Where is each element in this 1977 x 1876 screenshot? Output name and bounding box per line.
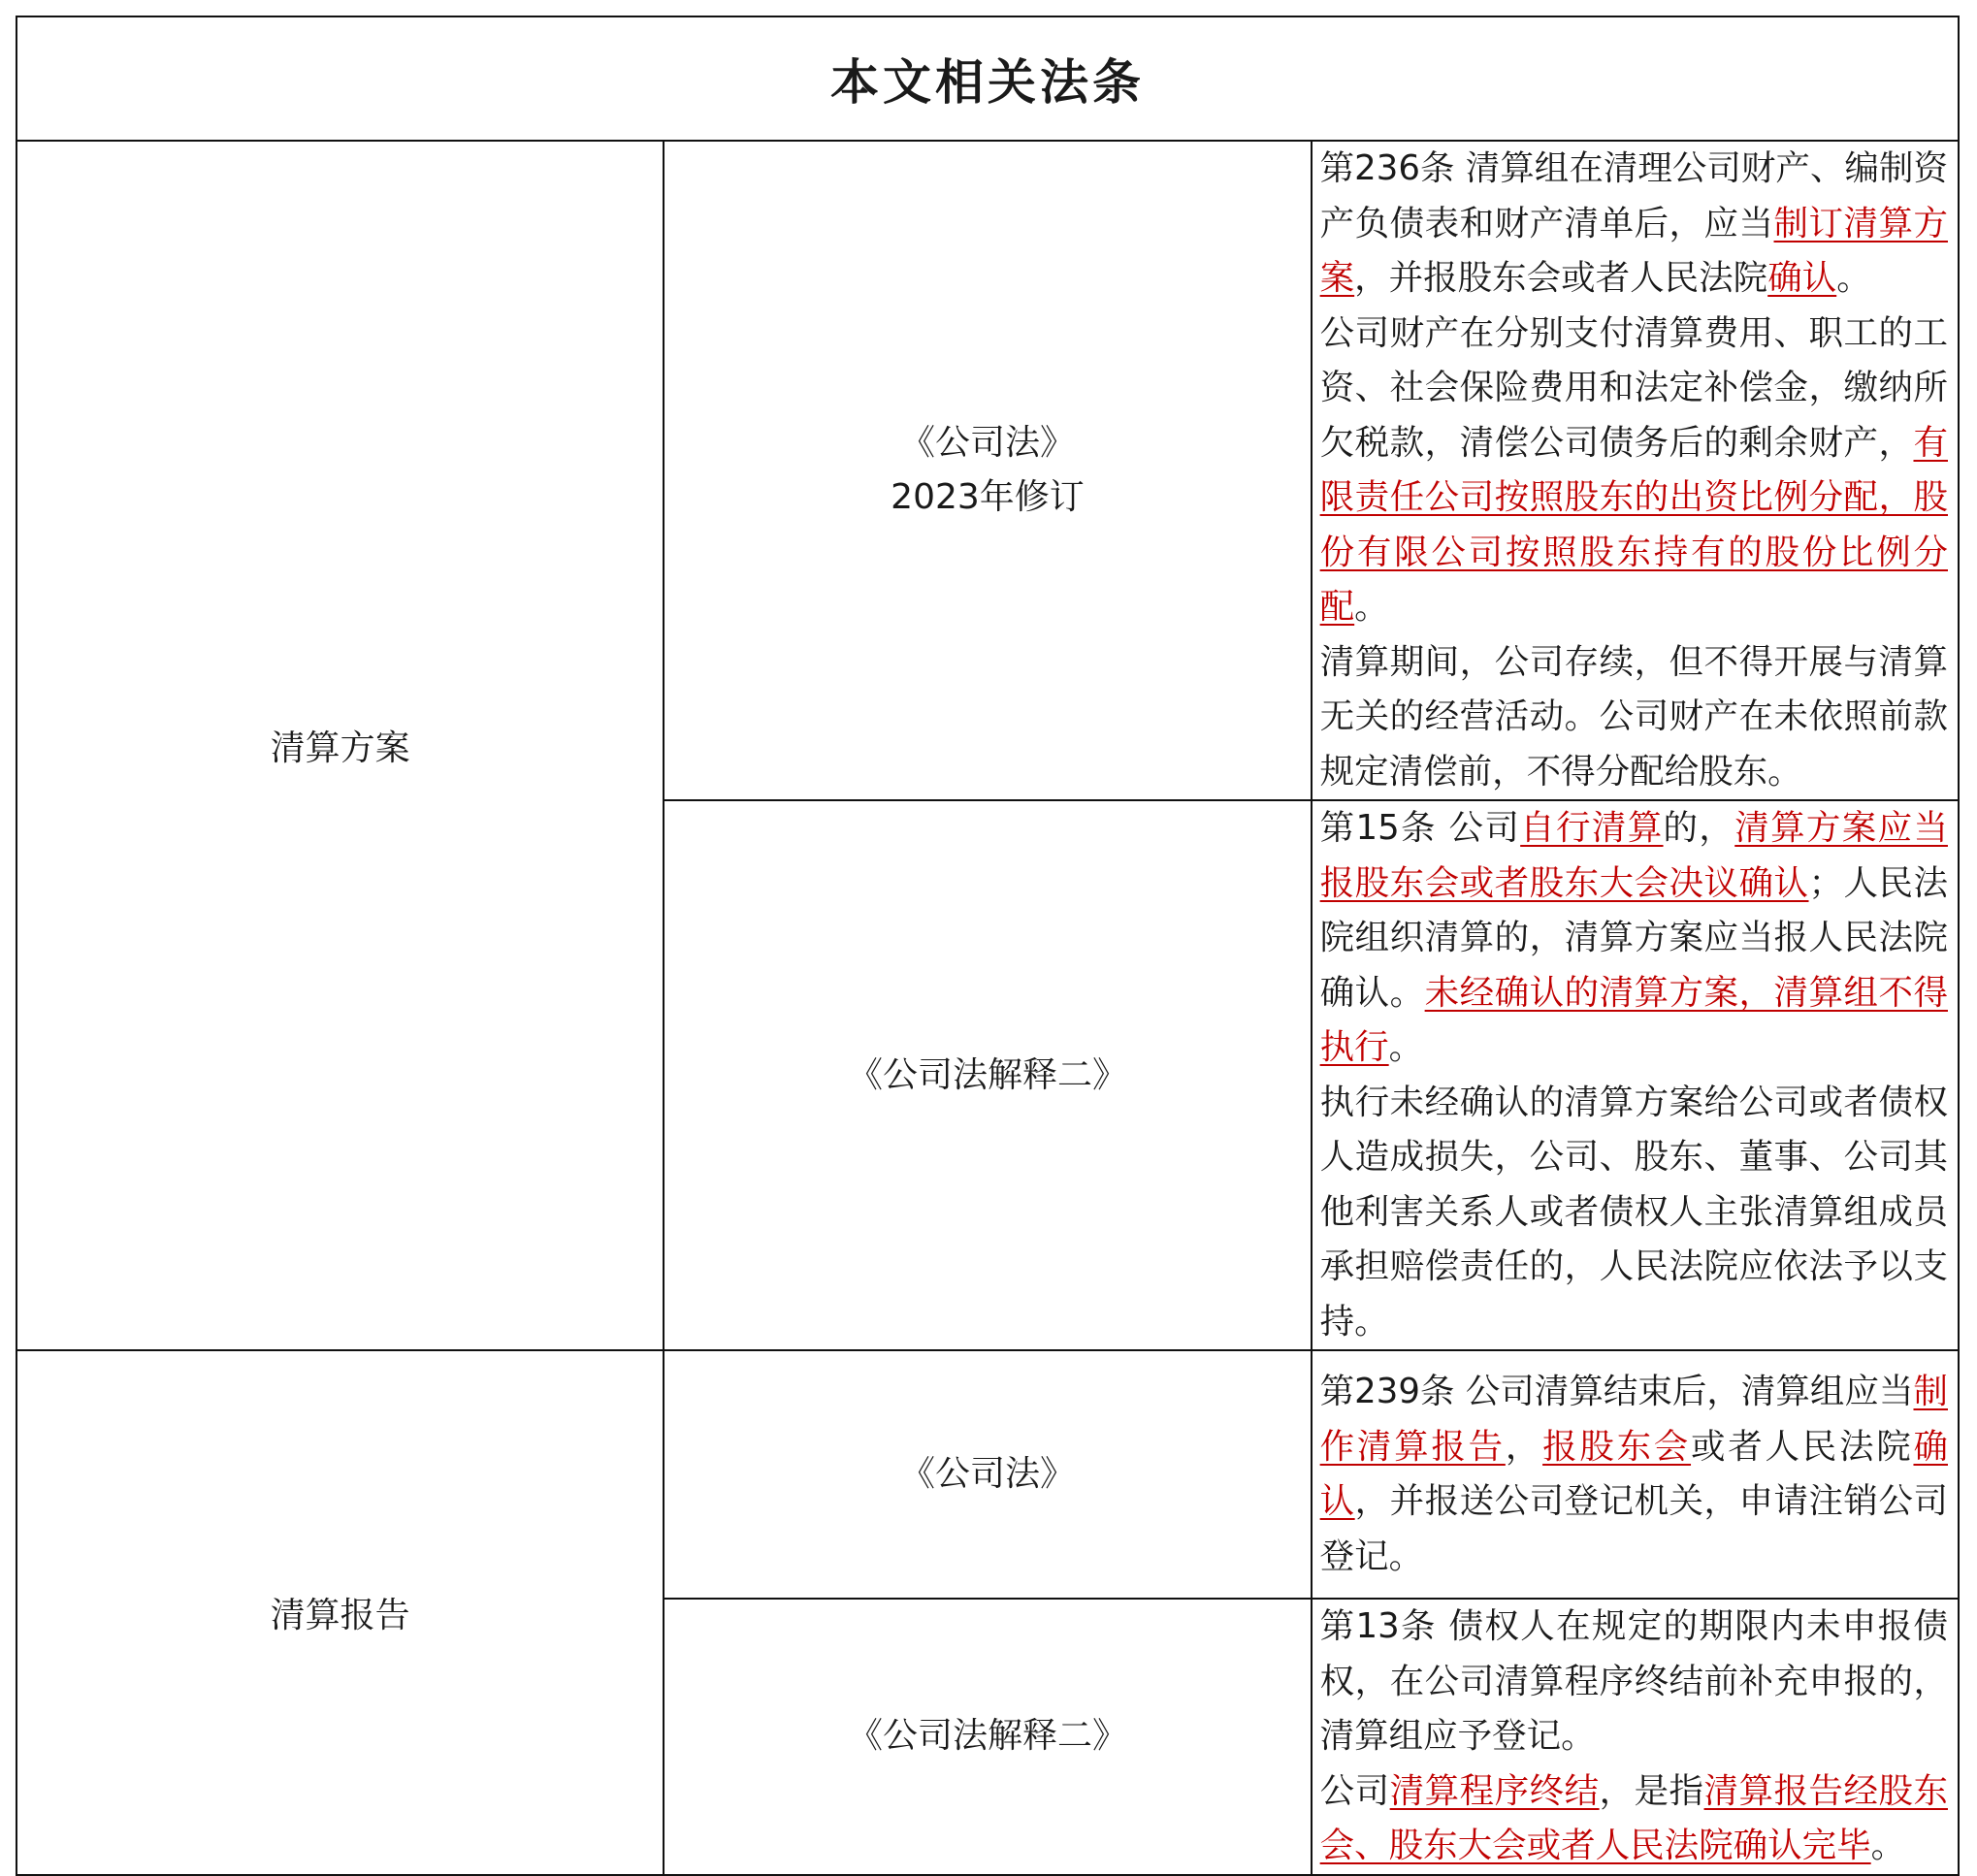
plain-text: 第15条 公司 bbox=[1319, 808, 1521, 848]
plain-text: 的， bbox=[1663, 808, 1735, 848]
plain-text: 执行未经确认的清算方案给公司或者债权人造成损失，公司、股东、董事、公司其他利害关系人或者债权人主张清算组成员承担赔偿责任的，人民法院应依法予以支持。 bbox=[1319, 1082, 1948, 1342]
highlighted-text: 清算方案应当报股东会或者股东大会决议确认 bbox=[1319, 808, 1948, 903]
plain-text: ；人民法院组织清算的，清算方案应当报人民法院确认。 bbox=[1319, 862, 1948, 1013]
law-source-line: 2023年修订 bbox=[891, 477, 1085, 517]
highlighted-text: 未经确认的清算方案，清算组不得执行 bbox=[1319, 972, 1948, 1067]
table-row bbox=[16, 1350, 1959, 1599]
highlighted-text: 确认 bbox=[1767, 258, 1837, 298]
plain-text: 公司 bbox=[1319, 1770, 1390, 1811]
plain-text: 。 bbox=[1870, 1826, 1906, 1865]
table-title: 本文相关法条 bbox=[16, 16, 1959, 141]
article-text-cell bbox=[1312, 800, 1959, 1350]
highlighted-text: 制作清算报告 bbox=[1319, 1372, 1948, 1467]
article-paragraph bbox=[1320, 307, 1948, 635]
article-paragraph bbox=[1320, 142, 1948, 307]
law-source-cell bbox=[664, 1350, 1311, 1599]
law-source-line: 《公司法》 bbox=[899, 1454, 1075, 1494]
plain-text: 公司财产在分别支付清算费用、职工的工资、社会保险费用和法定补偿金，缴纳所欠税款，清偿公司债务后的剩余财产， bbox=[1319, 312, 1948, 463]
plain-text: 或者人民法院 bbox=[1691, 1426, 1914, 1467]
category-cell: 清算方案 bbox=[16, 141, 664, 1350]
highlighted-text: 制订清算方案 bbox=[1319, 203, 1948, 298]
article-paragraph bbox=[1320, 1764, 1948, 1874]
highlighted-text: 确认 bbox=[1319, 1426, 1948, 1521]
law-source-cell bbox=[664, 141, 1311, 800]
law-source-line: 《公司法》 bbox=[899, 423, 1075, 463]
category-cell: 清算报告 bbox=[16, 1350, 664, 1875]
article-paragraph bbox=[1320, 635, 1948, 800]
article-text-cell bbox=[1312, 141, 1959, 800]
highlighted-text: 清算程序终结 bbox=[1389, 1770, 1600, 1811]
article-paragraph bbox=[1320, 801, 1948, 1076]
table-row bbox=[16, 141, 1959, 800]
plain-text: 。 bbox=[1354, 587, 1389, 627]
law-source-line: 《公司法解释二》 bbox=[847, 1716, 1127, 1757]
plain-text: ，并报股东会或者人民法院 bbox=[1354, 258, 1768, 298]
article-text-cell bbox=[1312, 1350, 1959, 1599]
highlighted-text: 有限责任公司按照股东的出资比例分配，股份有限公司按照股东持有的股份比例分配 bbox=[1319, 422, 1948, 627]
law-source-cell bbox=[664, 1599, 1311, 1875]
highlighted-text: 清算报告经股东会、股东大会或者人民法院确认完毕 bbox=[1319, 1770, 1948, 1865]
article-paragraph bbox=[1320, 1600, 1948, 1764]
highlighted-text: 报股东会 bbox=[1542, 1426, 1692, 1467]
plain-text: 第239条 公司清算结束后，清算组应当 bbox=[1319, 1372, 1914, 1411]
plain-text: 。 bbox=[1388, 1027, 1424, 1067]
plain-text: ，是指 bbox=[1599, 1770, 1704, 1811]
highlighted-text: 自行清算 bbox=[1520, 808, 1664, 848]
plain-text: 清算期间，公司存续，但不得开展与清算无关的经营活动。公司财产在未依照前款规定清偿前，不得分配给股东。 bbox=[1319, 641, 1948, 792]
law-source-cell bbox=[664, 800, 1311, 1350]
plain-text: ，并报送公司登记机关，申请注销公司登记。 bbox=[1319, 1481, 1948, 1576]
article-paragraph bbox=[1320, 1365, 1948, 1584]
plain-text: 第236条 清算组在清理公司财产、编制资产负债表和财产清单后，应当 bbox=[1319, 148, 1948, 243]
law-source-line: 《公司法解释二》 bbox=[847, 1054, 1127, 1095]
plain-text: 。 bbox=[1836, 258, 1871, 298]
article-paragraph bbox=[1320, 1076, 1948, 1350]
article-text-cell bbox=[1312, 1599, 1959, 1875]
plain-text: 第13条 债权人在规定的期限内未申报债权，在公司清算程序终结前补充申报的，清算组应予登记。 bbox=[1319, 1606, 1948, 1756]
law-table bbox=[16, 16, 1960, 1876]
plain-text: ， bbox=[1505, 1426, 1543, 1467]
